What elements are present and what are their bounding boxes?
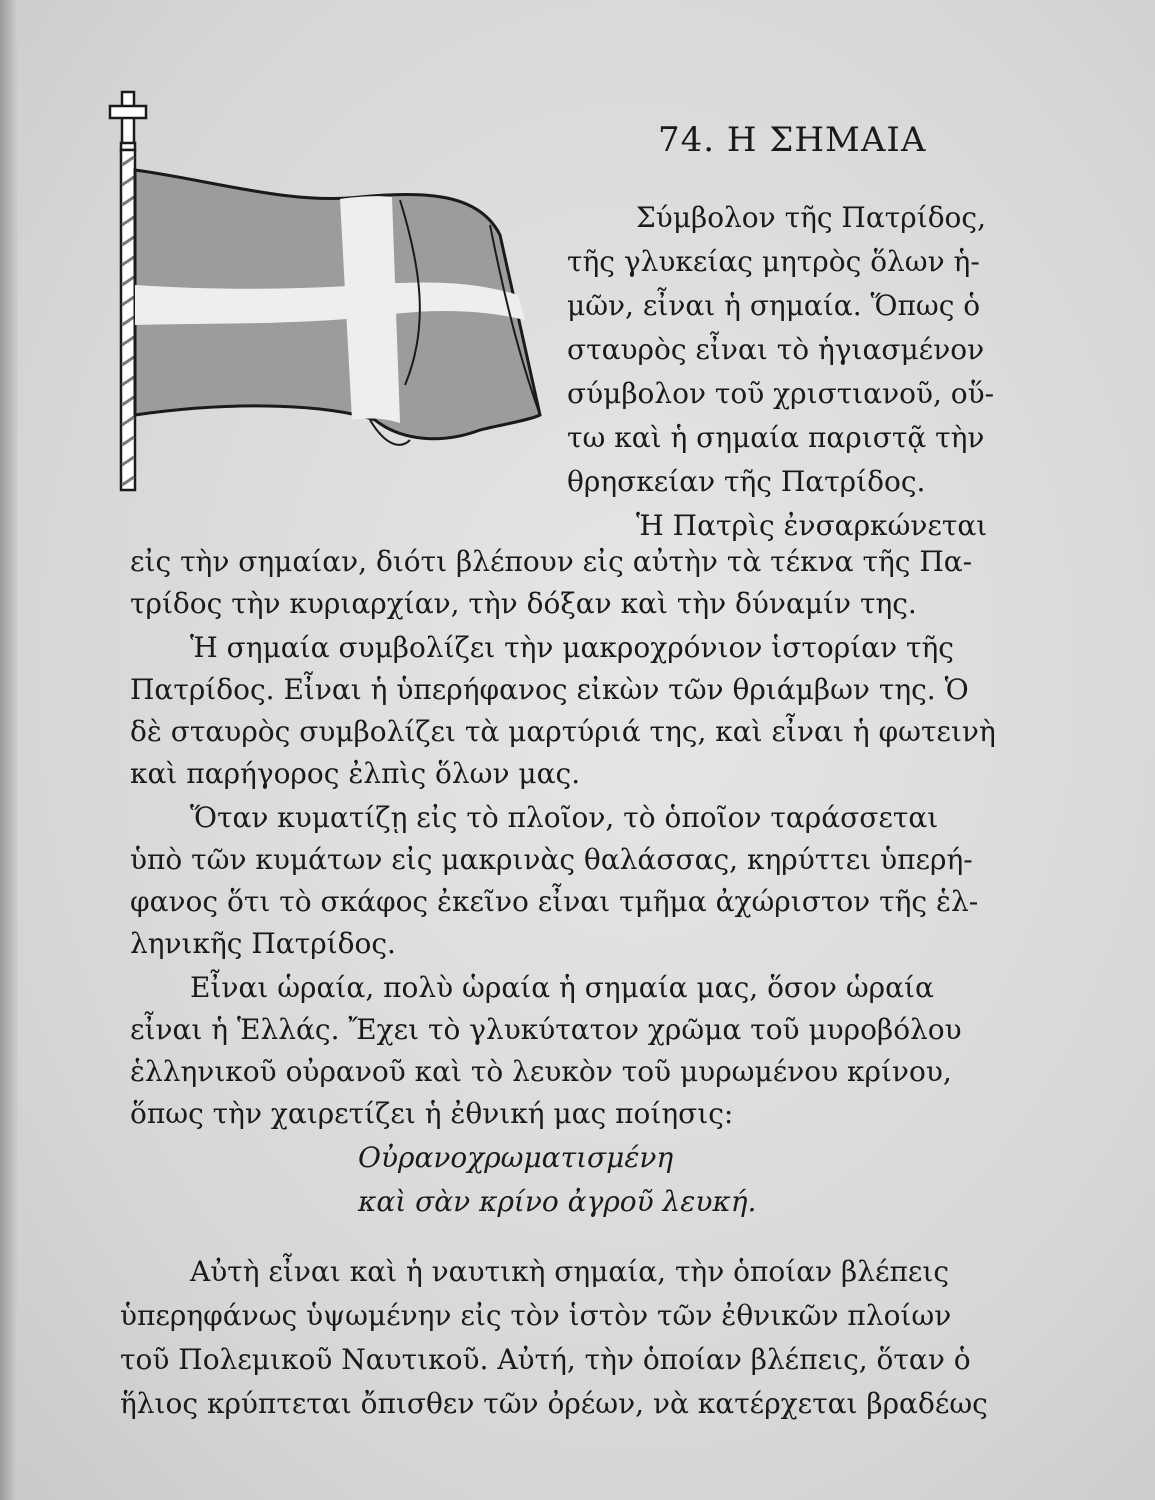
wrapped-line: τω καὶ ἡ σημαία παριστᾷ τὴν: [567, 421, 985, 454]
book-binding-edge: [0, 0, 18, 1500]
body-line: τρίδος τὴν κυριαρχίαν, τὴν δόξαν καὶ τὴν δύναμίν της.: [130, 587, 917, 620]
wrapped-line: Σύμβολον τῆς Πατρίδος,: [636, 201, 986, 234]
body-line: Ὅταν κυματίζῃ εἰς τὸ πλοῖον, τὸ ὁποῖον ταράσσεται: [190, 801, 939, 834]
wrapped-line: μῶν, εἶναι ἡ σημαία. Ὅπως ὁ: [567, 289, 981, 322]
cross-finial-icon: [110, 92, 146, 150]
greek-flag-illustration: [100, 85, 550, 505]
body-line: ἑλληνικοῦ οὐρανοῦ καὶ τὸ λευκὸν τοῦ μυρωμένου κρίνου,: [130, 1055, 952, 1088]
closing-line: Αὐτὴ εἶναι καὶ ἡ ναυτικὴ σημαία, τὴν ὁποίαν βλέπεις: [190, 1255, 950, 1288]
poem-line: καὶ σὰν κρίνο ἀγροῦ λευκή.: [358, 1185, 757, 1218]
poem-line: Οὐρανοχρωματισμένη: [358, 1141, 674, 1174]
closing-line: τοῦ Πολεμικοῦ Ναυτικοῦ. Αὐτή, τὴν ὁποίαν βλέπεις, ὅταν ὁ: [120, 1343, 971, 1376]
body-line: δὲ σταυρὸς συμβολίζει τὰ μαρτύριά της, καὶ εἶναι ἡ φωτεινὴ: [130, 715, 996, 748]
body-line: Ἡ σημαία συμβολίζει τὴν μακροχρόνιον ἱστορίαν τῆς: [190, 631, 954, 664]
body-line: Εἶναι ὡραία, πολὺ ὡραία ἡ σημαία μας, ὅσον ὡραία: [190, 971, 934, 1004]
body-line: φανος ὅτι τὸ σκάφος ἐκεῖνο εἶναι τμῆμα ἀχώριστον τῆς ἑλ-: [130, 885, 979, 918]
body-line: ὑπὸ τῶν κυμάτων εἰς μακρινὰς θαλάσσας, κηρύττει ὑπερή-: [130, 843, 973, 876]
body-line: εἰς τὴν σημαίαν, διότι βλέπουν εἰς αὐτὴν τὰ τέκνα τῆς Πα-: [130, 545, 973, 578]
wrapped-line: σταυρὸς εἶναι τὸ ἡγιασμένον: [567, 333, 985, 366]
page-title: 74. Η ΣΗΜΑΙΑ: [658, 120, 927, 160]
closing-line: ὑπερηφάνως ὑψωμένην εἰς τὸν ἱστὸν τῶν ἐθνικῶν πλοίων: [120, 1299, 952, 1332]
wrapped-line: Ἡ Πατρὶς ἐνσαρκώνεται: [636, 509, 988, 542]
body-line: ὅπως τὴν χαιρετίζει ἡ ἐθνική μας ποίησις:: [130, 1097, 734, 1130]
flag-pole: [121, 150, 135, 490]
body-line: ληνικῆς Πατρίδος.: [130, 927, 396, 960]
body-line: καὶ παρήγορος ἐλπὶς ὅλων μας.: [130, 757, 581, 790]
wrapped-line: σύμβολον τοῦ χριστιανοῦ, οὕ-: [567, 377, 995, 410]
flag-cloth: [135, 170, 540, 445]
body-line: εἶναι ἡ Ἑλλάς. Ἔχει τὸ γλυκύτατον χρῶμα τοῦ μυροβόλου: [130, 1013, 962, 1046]
wrapped-line: θρησκείαν τῆς Πατρίδος.: [567, 465, 926, 498]
body-line: Πατρίδος. Εἶναι ἡ ὑπερήφανος εἰκὼν τῶν θριάμβων της. Ὁ: [130, 673, 969, 706]
closing-line: ἥλιος κρύπτεται ὄπισθεν τῶν ὀρέων, νὰ κατέρχεται βραδέως: [120, 1387, 988, 1420]
wrapped-line: τῆς γλυκείας μητρὸς ὅλων ἡ-: [567, 245, 980, 278]
